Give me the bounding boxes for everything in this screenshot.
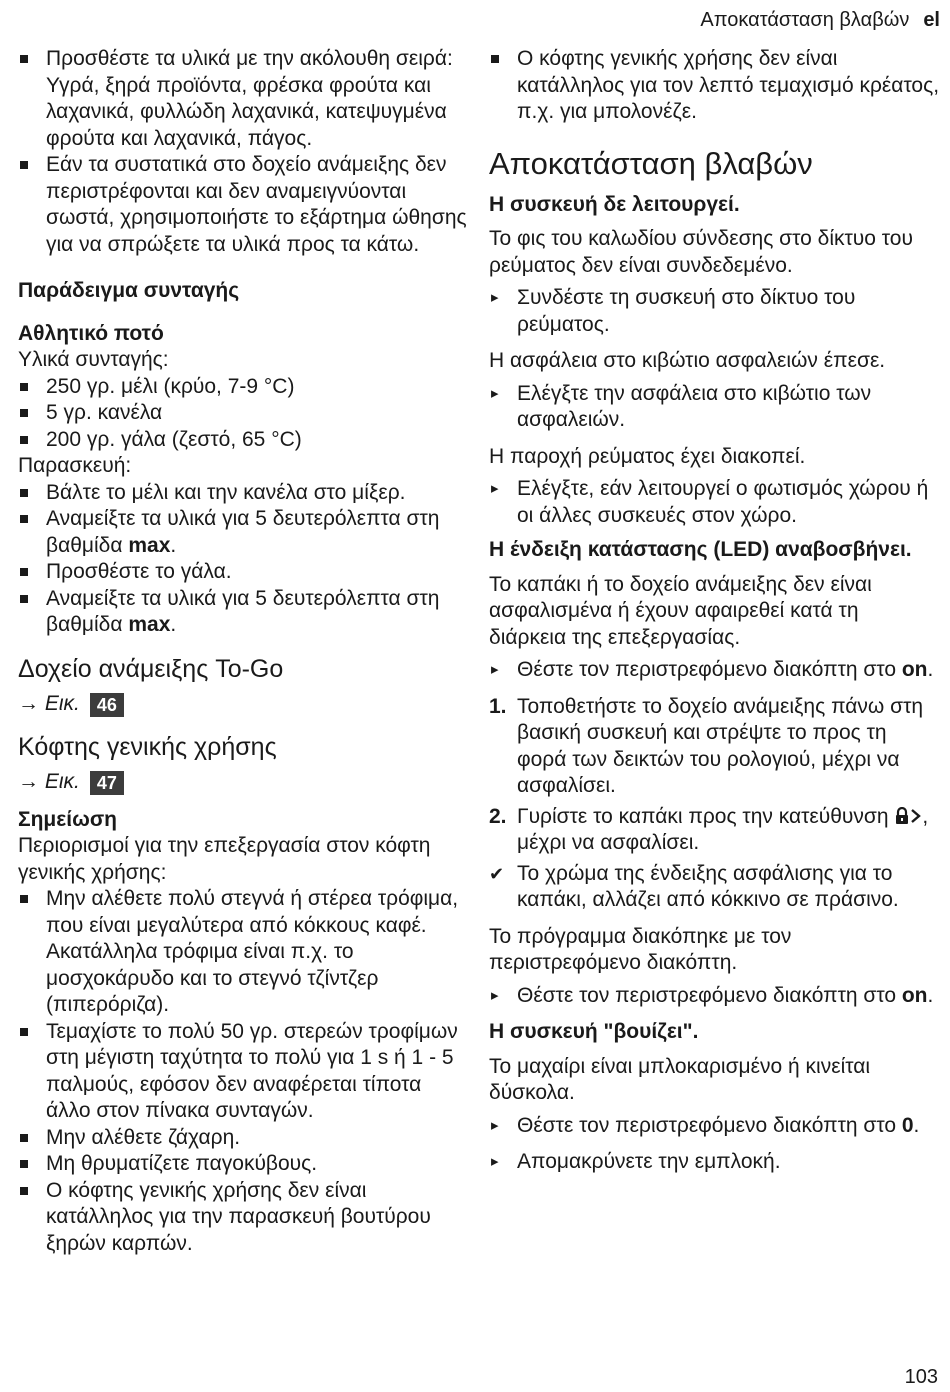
ingredient-item: 5 γρ. κανέλα <box>18 400 470 427</box>
figure-reference: → Εικ. 47 <box>18 769 470 797</box>
numbered-step: 1. Τοποθετήστε το δοχείο ανάμειξης πάνω στη βασική συσκευή και στρέψτε το προς τη φορά των δεικτών του ρολογιού, μέχρι να ασφαλίσει. <box>489 694 924 797</box>
problem-heading: Η συσκευή δε λειτουργεί. <box>489 192 740 216</box>
note-item: Μην αλέθετε πολύ στεγνά ή στέρεα τρόφιμα, που είναι μεγαλύτερα από κόκκους καφέ. Ακατάλληλα τρόφιμα είναι π.χ. το μοσχοκάρυδο και το στεγνό τζίντζερ (πιπερόριζα). <box>18 886 470 1019</box>
list-item: Προσθέστε τα υλικά με την ακόλουθη σειρά: Υγρά, ξηρά προϊόντα, φρέσκα φρούτα και λαχανικά, φυλλώδη λαχανικά, κατεψυγμένα φρούτα και λαχανικά, πάγος. <box>18 46 470 152</box>
chopper-title: Κόφτης γενικής χρήσης <box>18 732 277 761</box>
section-title: Αποκατάσταση βλαβών <box>489 145 813 181</box>
note-intro: Περιορισμοί για την επεξεργασία στον κόφτη γενικής χρήσης: <box>18 834 431 884</box>
action-item: ▸ Ελέγξτε την ασφάλεια στο κιβώτιο των ασφαλειών. <box>489 381 941 434</box>
note-item: Ο κόφτης γενικής χρήσης δεν είναι κατάλληλος για την παρασκευή βουτύρου ξηρών καρπών. <box>18 1178 470 1258</box>
cause-text: Η παροχή ρεύματος έχει διακοπεί. <box>489 444 806 468</box>
header-section-title: Αποκατάσταση βλαβών <box>700 9 910 31</box>
numbered-step: 2. Γυρίστε το καπάκι προς την κατεύθυνση , μέχρι να ασφαλίσει. <box>489 804 929 854</box>
drink-title: Αθλητικό ποτό <box>18 321 164 345</box>
action-item: ▸ Ελέγξτε, εάν λειτουργεί ο φωτισμός χώρου ή οι άλλες συσκευές στον χώρο. <box>489 476 941 529</box>
action-item: ▸ Απομακρύνετε την εμπλοκή. <box>489 1149 941 1176</box>
check-icon: ✔ <box>489 863 505 884</box>
note-item: Μην αλέθετε ζάχαρη. <box>18 1125 470 1152</box>
prep-label: Παρασκευή: <box>18 454 132 477</box>
prep-step: Προσθέστε το γάλα. <box>18 559 470 586</box>
action-item: ▸ Συνδέστε τη συσκευή στο δίκτυο του ρεύματος. <box>489 285 941 338</box>
action-item: ▸ Θέστε τον περιστρεφόμενο διακόπτη στο 0. <box>489 1113 941 1140</box>
figure-number-badge: 47 <box>90 771 124 795</box>
action-item: ▸ Θέστε τον περιστρεφόμενο διακόπτη στο on. <box>489 657 941 684</box>
figure-reference: → Εικ. 46 <box>18 691 470 719</box>
header-language-code: el <box>923 9 940 31</box>
ingredients-label: Υλικά συνταγής: <box>18 348 169 371</box>
figure-number-badge: 46 <box>90 693 124 717</box>
problem-heading: Η συσκευή "βουίζει". <box>489 1020 699 1043</box>
cause-text: Το καπάκι ή το δοχείο ανάμειξης δεν είναι ασφαλισμένα ή έχουν αφαιρεθεί κατά τη διάρκεια της επεξεργασίας. <box>489 572 872 649</box>
result-item: ✔ Το χρώμα της ένδειξης ασφάλισης για το καπάκι, αλλάζει από κόκκινο σε πράσινο. <box>489 861 899 911</box>
action-item: ▸ Θέστε τον περιστρεφόμενο διακόπτη στο on. <box>489 983 941 1010</box>
cause-text: Το φις του καλωδίου σύνδεσης στο δίκτυο του ρεύματος δεν είναι συνδεδεμένο. <box>489 227 913 277</box>
list-item: Εάν τα συστατικά στο δοχείο ανάμειξης δεν περιστρέφονται και δεν αναμειγνύονται σωστά, χρησιμοποιήστε το εξάρτημα ώθησης για να σπρώξετε τα υλικά προς τα κάτω. <box>18 152 470 258</box>
prep-step: Αναμείξτε τα υλικά για 5 δευτερόλεπτα στη βαθμίδα max. <box>18 586 470 639</box>
left-column <box>18 46 470 1257</box>
page-number: 103 <box>904 1366 938 1388</box>
page-header <box>700 6 940 34</box>
cause-text: Η ασφάλεια στο κιβώτιο ασφαλειών έπεσε. <box>489 349 886 372</box>
note-item: Μη θρυματίζετε παγοκύβους. <box>18 1151 470 1178</box>
togo-title: Δοχείο ανάμειξης To-Go <box>18 654 284 683</box>
lock-icon <box>894 805 922 828</box>
note-item: Τεμαχίστε το πολύ 50 γρ. στερεών τροφίμων στη μέγιστη ταχύτητα το πολύ για 1 s ή 1 - 5 παλμούς, εφόσον δεν αναφέρεται τίποτα άλλο στον πίνακα συνταγών. <box>18 1019 470 1125</box>
cause-text: Το μαχαίρι είναι μπλοκαρισμένο ή κινείται δύσκολα. <box>489 1054 871 1104</box>
list-item: Ο κόφτης γενικής χρήσης δεν είναι κατάλληλος για τον λεπτό τεμαχισμό κρέατος, π.χ. για μπολονέζε. <box>489 46 941 126</box>
note-heading: Σημείωση <box>18 807 118 831</box>
ingredient-item: 250 γρ. μέλι (κρύο, 7-9 °C) <box>18 374 470 401</box>
prep-step: Αναμείξτε τα υλικά για 5 δευτερόλεπτα στη βαθμίδα max. <box>18 506 470 559</box>
prep-step: Βάλτε το μέλι και την κανέλα στο μίξερ. <box>18 480 470 507</box>
cause-text: Το πρόγραμμα διακόπηκε με τον περιστρεφόμενο διακόπτη. <box>489 924 792 974</box>
problem-heading: Η ένδειξη κατάστασης (LED) αναβοσβήνει. <box>489 538 912 561</box>
right-column <box>489 46 941 1176</box>
ingredient-item: 200 γρ. γάλα (ζεστό, 65 °C) <box>18 427 470 454</box>
recipe-heading: Παράδειγμα συνταγής <box>18 279 240 302</box>
